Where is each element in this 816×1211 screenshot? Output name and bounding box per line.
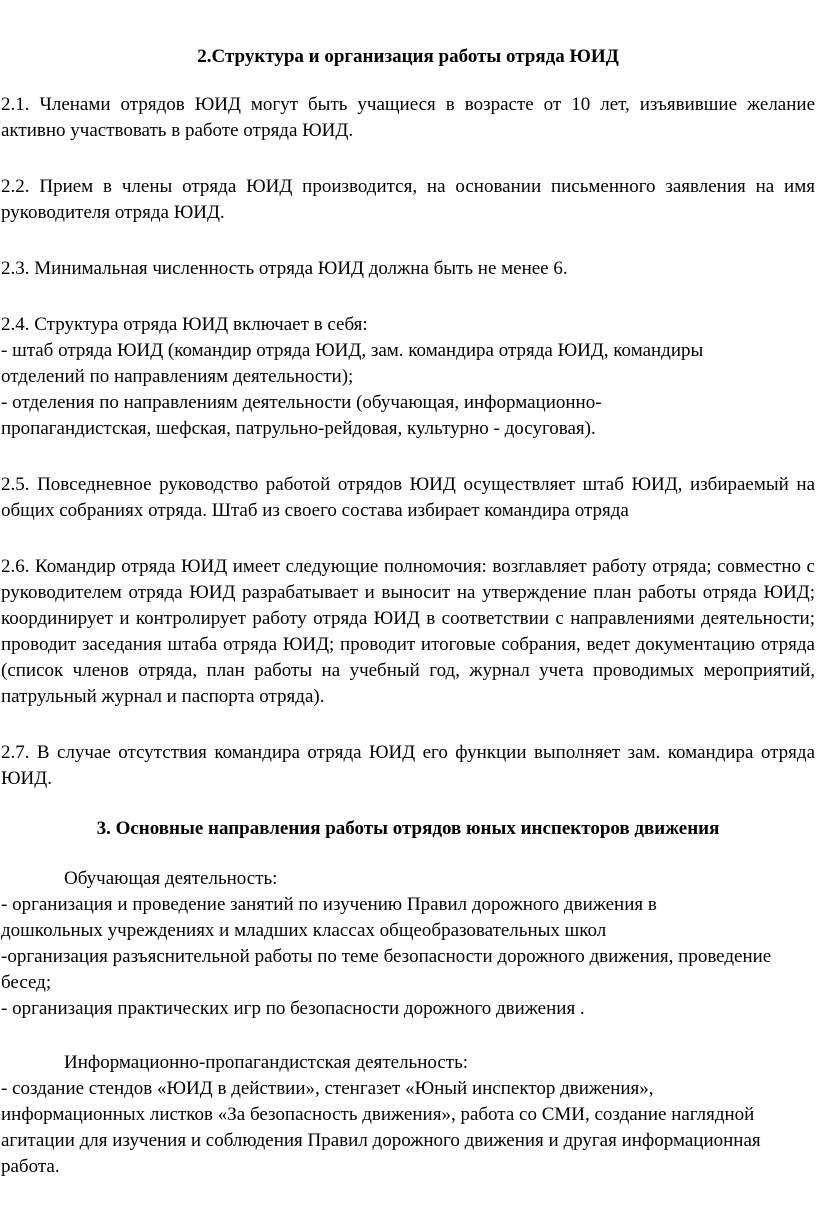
propaganda-activity-heading: Информационно-пропагандистская деятельность: (64, 1052, 469, 1073)
educational-activity-item-2: -организация разъяснительной работы по теме безопасности дорожного движения, проведение бесед; (1, 946, 772, 993)
paragraph-2-1: 2.1. Членами отрядов ЮИД могут быть учащиеся в возрасте от 10 лет, изъявившие желание активно участвовать в работе отряда ЮИД. (1, 94, 815, 141)
paragraph-2-4-item-2: - отделения по направлениям деятельности (обучающая, информационно-пропагандистская, шефская, патрульно-рейдовая, культурно - досуговая). (1, 392, 602, 439)
educational-activity-item-3: - организация практических игр по безопасности дорожного движения . (1, 998, 585, 1019)
paragraph-2-6: 2.6. Командир отряда ЮИД имеет следующие полномочия: возглавляет работу отряда; совместно с руководителем отряда ЮИД разрабатывает и выносит на утверждение план работы отряда ЮИД; координирует и контролирует работу отряда ЮИД в соответствии с направлениями деятельности; проводит заседания штаба отряда ЮИД; проводит итоговые собрания, ведет документацию отряда (список членов отряда, план работы на учебный год, журнал учета проводимых мероприятий, патрульный журнал и паспорта отряда). (1, 556, 815, 707)
paragraph-2-4-item-1: - штаб отряда ЮИД (командир отряда ЮИД, зам. командира отряда ЮИД, командиры отделений по направлениям деятельности); (1, 340, 704, 387)
section-2-title: 2.Структура и организация работы отряда ЮИД (197, 46, 619, 67)
section-2-body (1, 92, 815, 792)
paragraph-2-4-intro: 2.4. Структура отряда ЮИД включает в себя: (1, 314, 368, 335)
paragraph-2-3: 2.3. Минимальная численность отряда ЮИД должна быть не менее 6. (1, 258, 568, 279)
paragraph-2-2: 2.2. Прием в члены отряда ЮИД производится, на основании письменного заявления на имя руководителя отряда ЮИД. (1, 176, 815, 223)
propaganda-activity-item-1: - создание стендов «ЮИД в действии», стенгазет «Юный инспектор движения», информационных листков «За безопасность движения», работа со СМИ, создание наглядной агитации для изучения и соблюдения Правил дорожного движения и другая информационная работа. (1, 1078, 761, 1177)
paragraph-2-7: 2.7. В случае отсутствия командира отряда ЮИД его функции выполняет зам. командира отряда ЮИД. (1, 742, 815, 789)
educational-activity-heading: Обучающая деятельность: (64, 868, 278, 889)
section-3-title: 3. Основные направления работы отрядов юных инспекторов движения (96, 818, 720, 839)
paragraph-2-5: 2.5. Повседневное руководство работой отрядов ЮИД осуществляет штаб ЮИД, избираемый на общих собраниях отряда. Штаб из своего состава избирает командира отряда (1, 474, 815, 521)
educational-activity-item-1: - организация и проведение занятий по изучению Правил дорожного движения в дошкольных учреждениях и младших классах общеобразовательных школ (1, 894, 657, 941)
section-3-body (1, 866, 815, 1180)
